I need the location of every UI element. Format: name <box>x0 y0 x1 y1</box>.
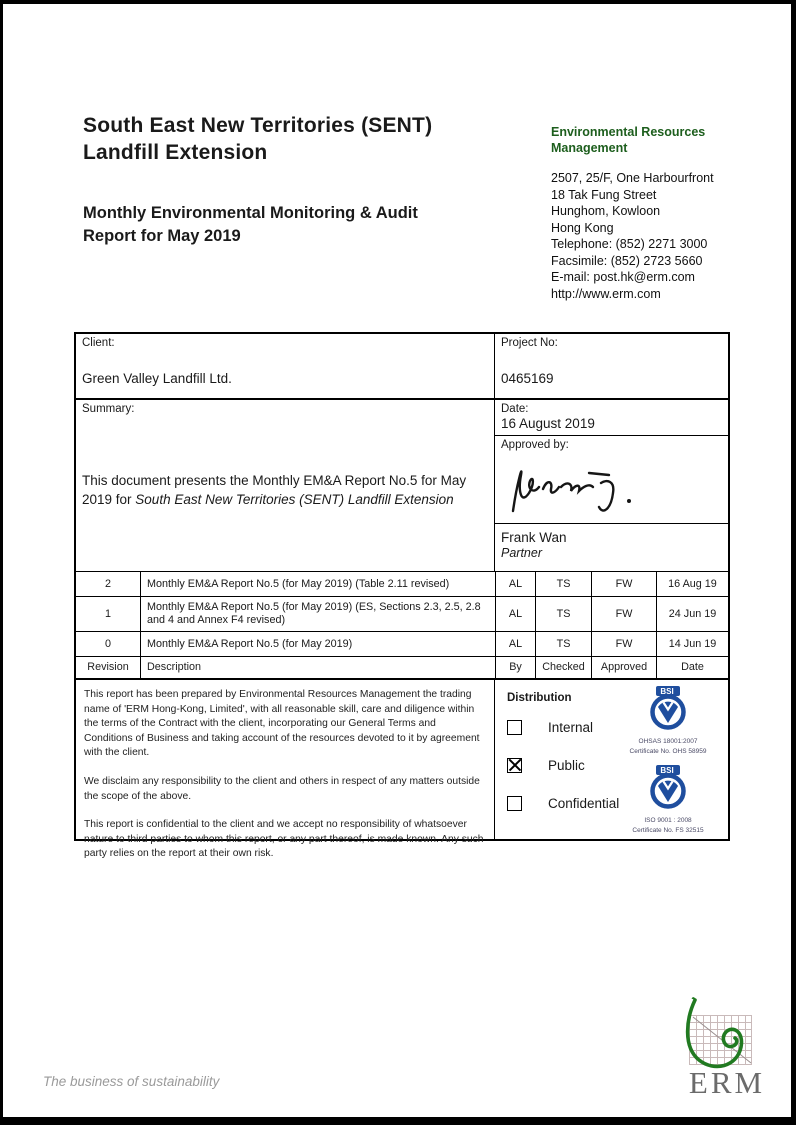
revision-checked: TS <box>536 572 592 596</box>
approved-by-cell <box>495 436 728 571</box>
report-subtitle-line2: Report for May 2019 <box>83 227 241 245</box>
disclaimer-paragraph: This report has been prepared by Environmental Resources Management the trading name of 'ERM Hong-Kong, Limited', with all reasonable skill, care and diligence within the terms of the Contract with the client, incorporating our General Terms and Conditions of Business and taking account of the resources devoted to it by agreement with the client. <box>84 689 480 759</box>
signature-area <box>495 451 728 523</box>
client-label: Client: <box>82 337 115 349</box>
revision-approved: FW <box>592 632 657 656</box>
revision-row <box>76 596 728 631</box>
client-value: Green Valley Landfill Ltd. <box>82 371 232 386</box>
revision-date: 24 Jun 19 <box>668 607 717 620</box>
revision-row <box>76 571 728 596</box>
date-cell <box>495 400 728 436</box>
address-line: 18 Tak Fung Street <box>551 187 657 202</box>
bsi-ohsas-certification <box>616 686 720 756</box>
document-info-table <box>74 332 730 860</box>
revision-description: Monthly EM&A Report No.5 (for May 2019) (Table 2.11 revised) <box>141 572 496 596</box>
summary-text-italic: South East New Territories (SENT) Landfill Extension <box>135 492 454 507</box>
internal-checkbox <box>507 720 522 735</box>
revision-by: AL <box>496 572 536 596</box>
bsi-ohsas-caption-line2: Certificate No. OHS 58959 <box>629 747 707 755</box>
certification-logos <box>616 686 720 844</box>
bsi-logo-icon <box>647 765 689 811</box>
summary-label: Summary: <box>82 403 135 415</box>
public-checkbox <box>507 758 522 773</box>
confidential-checkbox-label: Confidential <box>548 796 620 811</box>
revision-checked: TS <box>536 632 592 656</box>
approved-by-label: Approved by: <box>501 439 569 451</box>
revision-approved: FW <box>592 597 657 631</box>
address-line: 2507, 25/F, One Harbourfront <box>551 171 714 185</box>
report-title-line2: Landfill Extension <box>83 141 268 164</box>
distribution-label: Distribution <box>507 692 572 704</box>
client-project-row <box>76 334 728 398</box>
approved-header: Approved <box>592 657 657 678</box>
disclaimer-paragraph: This report is confidential to the client and we accept no responsibility of whatsoever nature to third parties to whom this report, or any part thereof, is made known. Any such party relies on the report at their own risk. <box>84 819 484 860</box>
disclaimer-cell <box>76 680 495 860</box>
report-subtitle <box>83 202 543 248</box>
bsi-iso-caption-line2: Certificate No. FS 32515 <box>632 826 704 834</box>
confidential-checkbox <box>507 796 522 811</box>
report-title-line1: South East New Territories (SENT) <box>83 114 433 137</box>
project-no-value: 0465169 <box>501 371 554 386</box>
bsi-ohsas-caption-line1: OHSAS 18001:2007 <box>638 738 698 745</box>
project-no-cell <box>495 334 728 398</box>
revision-number: 2 <box>76 572 141 596</box>
project-no-label: Project No: <box>501 337 558 349</box>
revision-header-row <box>76 656 728 678</box>
tagline: The business of sustainability <box>43 1074 220 1089</box>
revision-date: 14 Jun 19 <box>668 637 717 650</box>
phone-line: Telephone: (852) 2271 3000 <box>551 237 708 251</box>
erm-logo-text: ERM <box>688 1065 766 1100</box>
website-line: http://www.erm.com <box>551 286 661 301</box>
bsi-iso-certification <box>616 765 720 835</box>
summary-text <box>82 471 486 509</box>
revision-approved: FW <box>592 572 657 596</box>
revision-row <box>76 631 728 656</box>
report-subtitle-line1: Monthly Environmental Monitoring & Audit <box>83 204 418 222</box>
title-block <box>83 112 543 248</box>
revision-description: Monthly EM&A Report No.5 (for May 2019) (ES, Sections 2.3, 2.5, 2.8 and 4 and Annex F4 revised) <box>141 597 496 631</box>
address-line: Hunghom, Kowloon <box>551 204 661 218</box>
distribution-cell <box>495 680 728 839</box>
bsi-logo-icon <box>647 686 689 732</box>
svg-text:BSI: BSI <box>660 766 674 775</box>
internal-checkbox-label: Internal <box>548 720 594 735</box>
client-cell <box>76 334 495 398</box>
checked-header: Checked <box>536 657 592 678</box>
svg-text:BSI: BSI <box>660 687 674 696</box>
summary-approval-row <box>76 398 728 571</box>
summary-cell <box>76 400 495 571</box>
date-value: 16 August 2019 <box>501 416 595 431</box>
fax-line: Facsimile: (852) 2723 5660 <box>551 253 703 268</box>
description-header: Description <box>141 657 496 678</box>
erm-logo <box>681 997 773 1105</box>
approver-name: Frank Wan <box>501 530 567 545</box>
revision-number: 0 <box>76 632 141 656</box>
revision-checked: TS <box>536 597 592 631</box>
bsi-iso-caption-line1: ISO 9001 : 2008 <box>644 817 692 824</box>
summary-text-plain: This document presents the Monthly EM&A Report No.5 for May 2019 for <box>82 473 467 507</box>
by-header: By <box>496 657 536 678</box>
company-contact-block <box>551 124 786 302</box>
company-name: Environmental Resources Management <box>551 125 706 155</box>
date-label: Date: <box>501 403 529 415</box>
revision-number: 1 <box>76 597 141 631</box>
address-line: Hong Kong <box>551 220 614 235</box>
revision-description: Monthly EM&A Report No.5 (for May 2019) <box>141 632 496 656</box>
disclaimer-distribution-row <box>76 678 728 860</box>
approver-title: Partner <box>501 546 542 560</box>
date-approved-stack <box>495 400 728 571</box>
revision-date: 16 Aug 19 <box>668 577 717 590</box>
revision-header: Revision <box>76 657 141 678</box>
email-line: E-mail: post.hk@erm.com <box>551 270 695 284</box>
revision-by: AL <box>496 597 536 631</box>
revision-by: AL <box>496 632 536 656</box>
signature-icon <box>505 453 675 523</box>
disclaimer-paragraph: We disclaim any responsibility to the client and others in respect of any matters outside the scope of the above. <box>84 775 480 802</box>
public-checkbox-label: Public <box>548 758 585 773</box>
date-header: Date <box>681 661 704 673</box>
